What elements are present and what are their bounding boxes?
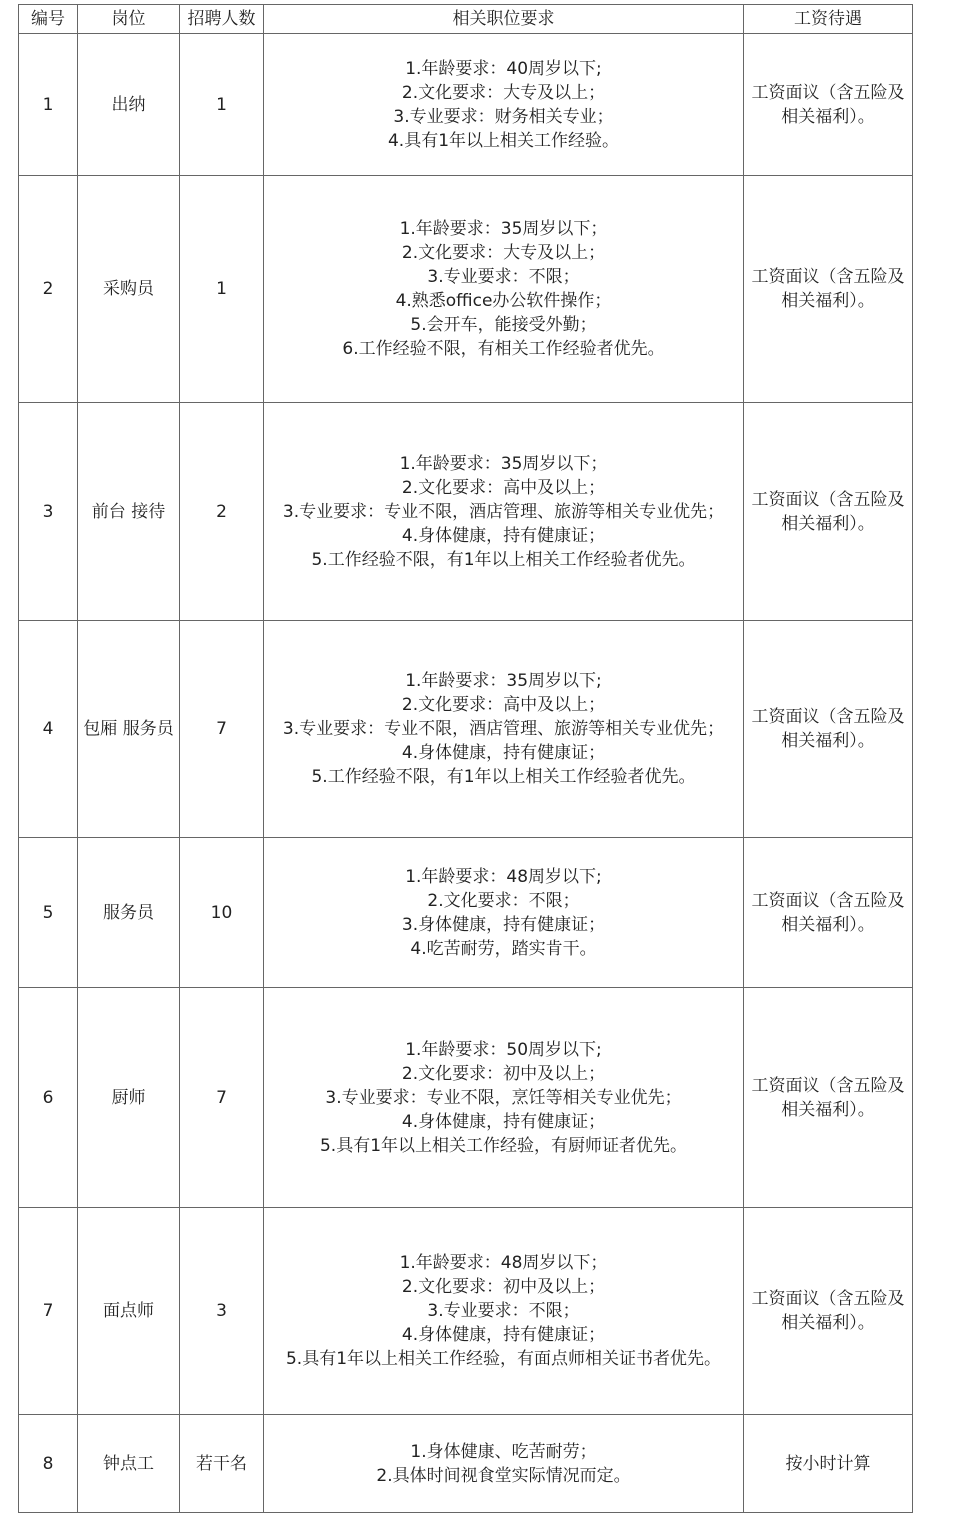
salary-line: 工资面议（含五险及 bbox=[751, 890, 905, 911]
row-count: 7 bbox=[180, 621, 264, 838]
requirement-line: 1.年龄要求：35周岁以下； bbox=[399, 453, 608, 474]
requirement-line: 5.工作经验不限，有1年以上相关工作经验者优先。 bbox=[311, 549, 696, 570]
table-row bbox=[19, 838, 913, 988]
requirement-line: 5.会开车，能接受外勤； bbox=[410, 315, 597, 335]
requirement-line: 1.年龄要求：48周岁以下； bbox=[399, 1253, 608, 1273]
row-count: 2 bbox=[180, 403, 264, 621]
row-number: 8 bbox=[19, 1415, 78, 1513]
requirement-line: 4.身体健康，持有健康证； bbox=[401, 1325, 606, 1345]
row-count: 若干名 bbox=[180, 1415, 264, 1513]
row-position: 厨师 bbox=[78, 988, 180, 1208]
salary-line: 相关福利）。 bbox=[781, 291, 875, 311]
requirement-line: 1.身体健康、吃苦耐劳； bbox=[410, 1441, 597, 1462]
row-position: 出纳 bbox=[78, 34, 180, 176]
salary-line: 相关福利）。 bbox=[781, 513, 875, 534]
requirement-line: 3.专业要求：财务相关专业； bbox=[393, 106, 614, 127]
requirement-line: 4.身体健康，持有健康证； bbox=[401, 525, 606, 546]
requirement-line: 4.熟悉office办公软件操作； bbox=[395, 291, 612, 311]
row-number: 3 bbox=[19, 403, 78, 621]
row-number: 1 bbox=[19, 34, 78, 176]
row-position: 钟点工 bbox=[78, 1415, 180, 1513]
row-requirements bbox=[264, 176, 744, 403]
table-body bbox=[19, 34, 913, 1513]
salary-line: 按小时计算 bbox=[785, 1453, 871, 1474]
requirement-line: 2.具体时间视食堂实际情况而定。 bbox=[376, 1465, 631, 1486]
row-salary bbox=[744, 1415, 913, 1513]
salary-line: 工资面议（含五险及 bbox=[751, 1289, 905, 1309]
requirement-line: 5.具有1年以上相关工作经验，有厨师证者优先。 bbox=[319, 1135, 688, 1156]
row-salary bbox=[744, 838, 913, 988]
requirement-line: 2.文化要求：大专及以上； bbox=[401, 82, 606, 103]
row-requirements bbox=[264, 1415, 744, 1513]
requirement-line: 5.具有1年以上相关工作经验，有面点师相关证书者优先。 bbox=[285, 1349, 722, 1369]
requirement-line: 2.文化要求：不限； bbox=[427, 890, 580, 911]
requirement-line: 2.文化要求：初中及以上； bbox=[401, 1277, 606, 1297]
header-position: 岗位 bbox=[78, 5, 180, 34]
requirement-line: 5.工作经验不限，有1年以上相关工作经验者优先。 bbox=[311, 767, 696, 787]
requirement-line: 4.吃苦耐劳，踏实肯干。 bbox=[410, 938, 597, 959]
salary-line: 相关福利）。 bbox=[781, 106, 875, 127]
requirement-line: 4.具有1年以上相关工作经验。 bbox=[387, 130, 620, 151]
row-requirements bbox=[264, 403, 744, 621]
row-number: 7 bbox=[19, 1208, 78, 1415]
requirement-line: 1.年龄要求：35周岁以下; bbox=[405, 671, 602, 691]
table-row bbox=[19, 988, 913, 1208]
row-number: 4 bbox=[19, 621, 78, 838]
row-position: 服务员 bbox=[78, 838, 180, 988]
requirement-line: 3.专业要求：专业不限，酒店管理、旅游等相关专业优先； bbox=[282, 501, 725, 522]
row-count: 3 bbox=[180, 1208, 264, 1415]
row-salary bbox=[744, 176, 913, 403]
row-requirements bbox=[264, 34, 744, 176]
row-number: 6 bbox=[19, 988, 78, 1208]
requirement-line: 6.工作经验不限，有相关工作经验者优先。 bbox=[342, 339, 665, 359]
row-position: 包厢 服务员 bbox=[78, 621, 180, 838]
salary-line: 相关福利）。 bbox=[781, 731, 875, 751]
salary-line: 相关福利）。 bbox=[781, 1313, 875, 1333]
row-count: 1 bbox=[180, 176, 264, 403]
requirement-line: 1.年龄要求：50周岁以下; bbox=[405, 1039, 602, 1060]
requirement-line: 2.文化要求：高中及以上； bbox=[401, 477, 606, 498]
requirement-line: 3.身体健康，持有健康证； bbox=[401, 914, 606, 935]
table-row bbox=[19, 1208, 913, 1415]
row-number: 2 bbox=[19, 176, 78, 403]
requirement-line: 3.专业要求：不限； bbox=[427, 1301, 580, 1321]
row-count: 10 bbox=[180, 838, 264, 988]
salary-line: 相关福利）。 bbox=[781, 914, 875, 935]
row-position: 前台 接待 bbox=[78, 403, 180, 621]
table-row bbox=[19, 1415, 913, 1513]
row-count: 7 bbox=[180, 988, 264, 1208]
requirement-line: 1.年龄要求：40周岁以下; bbox=[405, 58, 602, 79]
requirement-line: 1.年龄要求：35周岁以下； bbox=[399, 219, 608, 239]
row-salary bbox=[744, 621, 913, 838]
row-requirements bbox=[264, 1208, 744, 1415]
row-salary bbox=[744, 1208, 913, 1415]
salary-line: 工资面议（含五险及 bbox=[751, 1075, 905, 1096]
row-salary bbox=[744, 988, 913, 1208]
requirement-line: 3.专业要求：专业不限，酒店管理、旅游等相关专业优先； bbox=[282, 719, 725, 739]
table-row bbox=[19, 403, 913, 621]
table-row bbox=[19, 34, 913, 176]
recruitment-table bbox=[18, 4, 913, 1513]
salary-line: 工资面议（含五险及 bbox=[751, 489, 905, 510]
header-salary: 工资待遇 bbox=[744, 5, 913, 34]
table-header-row bbox=[19, 5, 913, 34]
row-requirements bbox=[264, 621, 744, 838]
requirement-line: 4.身体健康，持有健康证； bbox=[401, 1111, 606, 1132]
header-number: 编号 bbox=[19, 5, 78, 34]
requirement-line: 1.年龄要求：48周岁以下; bbox=[405, 866, 602, 887]
requirement-line: 3.专业要求：不限； bbox=[427, 267, 580, 287]
row-position: 采购员 bbox=[78, 176, 180, 403]
row-number: 5 bbox=[19, 838, 78, 988]
salary-line: 工资面议（含五险及 bbox=[751, 267, 905, 287]
row-position: 面点师 bbox=[78, 1208, 180, 1415]
salary-line: 工资面议（含五险及 bbox=[751, 707, 905, 727]
requirement-line: 4.身体健康，持有健康证； bbox=[401, 743, 606, 763]
row-salary bbox=[744, 34, 913, 176]
requirement-line: 3.专业要求：专业不限，烹饪等相关专业优先； bbox=[325, 1087, 682, 1108]
table-row bbox=[19, 176, 913, 403]
header-count: 招聘人数 bbox=[180, 5, 264, 34]
row-requirements bbox=[264, 988, 744, 1208]
requirement-line: 2.文化要求：初中及以上； bbox=[401, 1063, 606, 1084]
salary-line: 相关福利）。 bbox=[781, 1099, 875, 1120]
requirement-line: 2.文化要求：大专及以上； bbox=[401, 243, 606, 263]
table-row bbox=[19, 621, 913, 838]
salary-line: 工资面议（含五险及 bbox=[751, 82, 905, 103]
row-salary bbox=[744, 403, 913, 621]
header-requirements: 相关职位要求 bbox=[264, 5, 744, 34]
requirement-line: 2.文化要求：高中及以上； bbox=[401, 695, 606, 715]
row-count: 1 bbox=[180, 34, 264, 176]
row-requirements bbox=[264, 838, 744, 988]
